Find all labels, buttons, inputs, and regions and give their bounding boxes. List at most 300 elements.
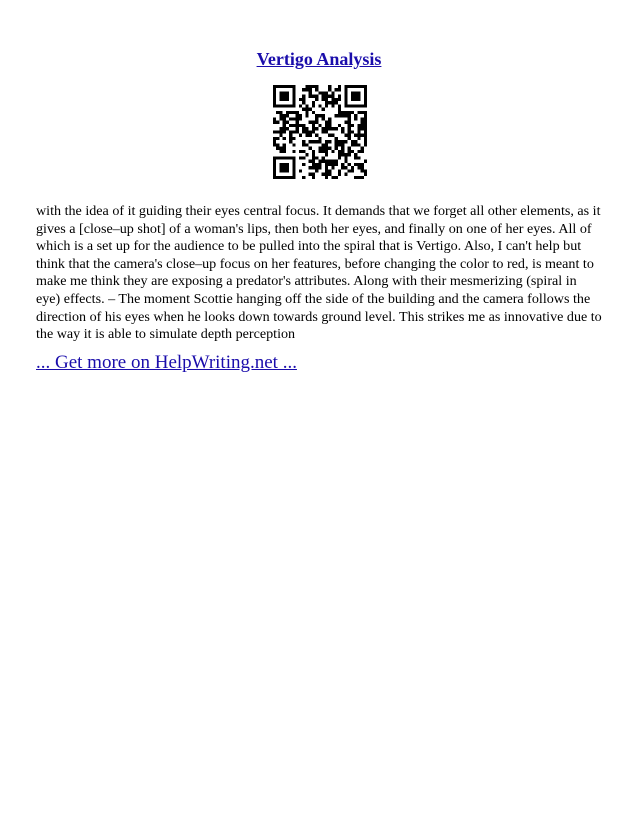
qr-module (328, 169, 331, 172)
qr-module (338, 150, 341, 153)
qr-module (357, 156, 360, 159)
qr-module (364, 98, 367, 101)
qr-module (325, 98, 328, 101)
qr-module (305, 88, 308, 91)
qr-module (305, 143, 308, 146)
qr-module (279, 169, 282, 172)
qr-module (299, 150, 302, 153)
qr-module (344, 173, 347, 176)
qr-module (273, 85, 276, 88)
qr-module (331, 95, 334, 98)
qr-module (312, 104, 315, 107)
qr-module (292, 130, 295, 133)
qr-module (338, 111, 341, 114)
qr-module (364, 117, 367, 120)
qr-module (286, 166, 289, 169)
qr-module (312, 163, 315, 166)
qr-module (296, 117, 299, 120)
qr-module (289, 130, 292, 133)
qr-module (312, 153, 315, 156)
qr-module (335, 163, 338, 166)
qr-module (286, 169, 289, 172)
qr-module (325, 173, 328, 176)
qr-module (325, 91, 328, 94)
qr-module (302, 150, 305, 153)
qr-module (283, 127, 286, 130)
qr-module (338, 140, 341, 143)
qr-module (279, 156, 282, 159)
qr-module (364, 88, 367, 91)
qr-module (283, 166, 286, 169)
qr-module (354, 95, 357, 98)
qr-module (279, 127, 282, 130)
qr-module (322, 91, 325, 94)
qr-module (354, 140, 357, 143)
qr-module (328, 140, 331, 143)
qr-module (344, 153, 347, 156)
qr-module (322, 98, 325, 101)
qr-module (279, 91, 282, 94)
qr-module (335, 137, 338, 140)
qr-module (325, 121, 328, 124)
qr-module (309, 173, 312, 176)
qr-module (354, 156, 357, 159)
qr-module (283, 98, 286, 101)
qr-module (364, 127, 367, 130)
qr-module (325, 166, 328, 169)
qr-module (344, 111, 347, 114)
qr-module (338, 124, 341, 127)
qr-module (312, 140, 315, 143)
qr-module (344, 88, 347, 91)
qr-module (344, 160, 347, 163)
qr-module (305, 130, 308, 133)
title-link[interactable]: Vertigo Analysis (256, 49, 382, 70)
qr-module (315, 114, 318, 117)
qr-module (361, 85, 364, 88)
qr-module (357, 104, 360, 107)
qr-module (315, 95, 318, 98)
qr-module (328, 101, 331, 104)
qr-module (354, 176, 357, 179)
qr-module (276, 85, 279, 88)
qr-module (357, 95, 360, 98)
qr-module (315, 134, 318, 137)
qr-module (315, 98, 318, 101)
qr-module (312, 85, 315, 88)
qr-module (289, 85, 292, 88)
qr-module (312, 124, 315, 127)
qr-module (312, 176, 315, 179)
qr-module (351, 85, 354, 88)
qr-module (286, 91, 289, 94)
qr-module (296, 114, 299, 117)
qr-module (292, 169, 295, 172)
qr-module (318, 104, 321, 107)
qr-module (305, 85, 308, 88)
qr-module (286, 121, 289, 124)
qr-module (335, 176, 338, 179)
qr-module (292, 124, 295, 127)
qr-module (338, 85, 341, 88)
qr-module (341, 127, 344, 130)
qr-module (361, 163, 364, 166)
qr-module (299, 169, 302, 172)
qr-module (286, 85, 289, 88)
qr-module (273, 117, 276, 120)
qr-module (341, 150, 344, 153)
qr-module (302, 176, 305, 179)
qr-module (273, 101, 276, 104)
qr-module (338, 95, 341, 98)
qr-module (318, 124, 321, 127)
qr-module (286, 163, 289, 166)
qr-module (344, 104, 347, 107)
qr-module (292, 101, 295, 104)
qr-module (344, 140, 347, 143)
qr-module (335, 127, 338, 130)
qr-module (315, 117, 318, 120)
qr-module (318, 140, 321, 143)
qr-module (309, 85, 312, 88)
qr-module (289, 140, 292, 143)
qr-module (335, 160, 338, 163)
qr-module (357, 85, 360, 88)
qr-module (292, 95, 295, 98)
qr-module (309, 88, 312, 91)
qr-module (289, 124, 292, 127)
qr-module (273, 88, 276, 91)
qr-module (351, 91, 354, 94)
qr-module (338, 104, 341, 107)
qr-module (292, 88, 295, 91)
qr-module (331, 163, 334, 166)
qr-module (292, 104, 295, 107)
qr-module (364, 124, 367, 127)
qr-module (361, 111, 364, 114)
qr-module (361, 176, 364, 179)
qr-module (354, 153, 357, 156)
qr-module (344, 134, 347, 137)
qr-module (302, 163, 305, 166)
qr-code-icon (273, 85, 367, 179)
qr-module (331, 176, 334, 179)
qr-module (289, 137, 292, 140)
qr-module (354, 85, 357, 88)
qr-module (302, 124, 305, 127)
qr-module (302, 140, 305, 143)
qr-module (322, 173, 325, 176)
qr-module (273, 137, 276, 140)
qr-module (289, 117, 292, 120)
qr-module (328, 173, 331, 176)
qr-module (328, 127, 331, 130)
qr-module (331, 127, 334, 130)
qr-module (283, 176, 286, 179)
qr-module (273, 169, 276, 172)
qr-module (338, 114, 341, 117)
qr-module (309, 121, 312, 124)
qr-module (305, 127, 308, 130)
qr-module (283, 91, 286, 94)
qr-module (292, 143, 295, 146)
qr-module (364, 111, 367, 114)
qr-module (292, 137, 295, 140)
qr-module (325, 160, 328, 163)
qr-module (357, 134, 360, 137)
qr-module (328, 85, 331, 88)
qr-module (299, 124, 302, 127)
qr-module (273, 98, 276, 101)
qr-module (351, 169, 354, 172)
qr-module (331, 150, 334, 153)
qr-module (341, 130, 344, 133)
qr-module (357, 137, 360, 140)
qr-module (276, 111, 279, 114)
qr-module (273, 130, 276, 133)
qr-module (354, 104, 357, 107)
qr-module (325, 101, 328, 104)
qr-module (276, 137, 279, 140)
qr-module (357, 150, 360, 153)
qr-module (315, 163, 318, 166)
qr-module (296, 121, 299, 124)
qr-module (318, 160, 321, 163)
qr-module (279, 130, 282, 133)
qr-module (315, 121, 318, 124)
qr-module (351, 143, 354, 146)
qr-module (276, 130, 279, 133)
qr-module (348, 114, 351, 117)
qr-module (331, 104, 334, 107)
qr-module (335, 147, 338, 150)
qr-module (273, 176, 276, 179)
qr-module (312, 166, 315, 169)
qr-module (318, 137, 321, 140)
qr-module (309, 166, 312, 169)
qr-module (276, 147, 279, 150)
qr-module (283, 163, 286, 166)
qr-module (351, 166, 354, 169)
qr-module (286, 111, 289, 114)
qr-module (279, 104, 282, 107)
qr-module (351, 150, 354, 153)
qr-module (322, 130, 325, 133)
qr-module (309, 134, 312, 137)
qr-module (351, 104, 354, 107)
qr-module (279, 147, 282, 150)
qr-module (283, 130, 286, 133)
qr-module (309, 91, 312, 94)
qr-module (331, 98, 334, 101)
qr-module (318, 150, 321, 153)
qr-module (331, 166, 334, 169)
qr-module (312, 101, 315, 104)
qr-module (279, 163, 282, 166)
qr-module (283, 137, 286, 140)
qr-module (299, 117, 302, 120)
qr-module (279, 114, 282, 117)
qr-module (292, 166, 295, 169)
qr-module (312, 156, 315, 159)
qr-module (315, 88, 318, 91)
qr-module (354, 143, 357, 146)
qr-module (289, 104, 292, 107)
qr-module (335, 143, 338, 146)
qr-module (305, 104, 308, 107)
qr-module (292, 91, 295, 94)
qr-module (361, 166, 364, 169)
qr-module (273, 163, 276, 166)
qr-module (348, 111, 351, 114)
qr-module (279, 117, 282, 120)
qr-module (364, 130, 367, 133)
qr-module (279, 98, 282, 101)
qr-module (357, 127, 360, 130)
qr-module (331, 101, 334, 104)
qr-module (322, 114, 325, 117)
qr-module (322, 117, 325, 120)
qr-module (283, 117, 286, 120)
qr-module (322, 156, 325, 159)
qr-module (361, 124, 364, 127)
qr-module (273, 95, 276, 98)
qr-module (302, 127, 305, 130)
qr-module (364, 95, 367, 98)
qr-module (331, 91, 334, 94)
qr-module (361, 147, 364, 150)
qr-module (335, 98, 338, 101)
qr-module (357, 130, 360, 133)
qr-module (273, 166, 276, 169)
qr-module (299, 98, 302, 101)
qr-module (338, 88, 341, 91)
qr-module (325, 176, 328, 179)
qr-module (292, 156, 295, 159)
qr-module (283, 150, 286, 153)
qr-module (348, 153, 351, 156)
qr-module (338, 173, 341, 176)
qr-module (357, 124, 360, 127)
qr-module (325, 147, 328, 150)
qr-module (312, 150, 315, 153)
qr-module (344, 166, 347, 169)
qr-module (338, 156, 341, 159)
qr-module (276, 121, 279, 124)
qr-module (312, 95, 315, 98)
qr-module (328, 88, 331, 91)
qr-module (309, 95, 312, 98)
qr-module (283, 104, 286, 107)
qr-module (348, 121, 351, 124)
qr-module (364, 140, 367, 143)
qr-module (348, 169, 351, 172)
qr-module (286, 156, 289, 159)
qr-module (322, 143, 325, 146)
qr-module (348, 85, 351, 88)
qr-module (325, 127, 328, 130)
qr-module (286, 98, 289, 101)
qr-module (354, 114, 357, 117)
qr-module (305, 108, 308, 111)
qr-module (364, 121, 367, 124)
qr-module (364, 85, 367, 88)
qr-module (302, 156, 305, 159)
qr-module (344, 101, 347, 104)
qr-module (338, 153, 341, 156)
qr-module (364, 114, 367, 117)
qr-module (299, 104, 302, 107)
qr-module (348, 127, 351, 130)
qr-module (348, 137, 351, 140)
qr-module (322, 147, 325, 150)
qr-module (292, 173, 295, 176)
qr-module (364, 143, 367, 146)
qr-module (364, 134, 367, 137)
qr-module (351, 111, 354, 114)
qr-module (302, 101, 305, 104)
qr-module (279, 134, 282, 137)
qr-module (273, 156, 276, 159)
qr-module (286, 104, 289, 107)
qr-module (357, 98, 360, 101)
qr-module (315, 85, 318, 88)
qr-module (302, 95, 305, 98)
qr-module (318, 163, 321, 166)
qr-module (312, 121, 315, 124)
qr-module (328, 121, 331, 124)
qr-module (283, 121, 286, 124)
qr-module (279, 85, 282, 88)
qr-module (348, 134, 351, 137)
qr-module (315, 127, 318, 130)
qr-module (273, 140, 276, 143)
qr-module (348, 147, 351, 150)
qr-module (354, 163, 357, 166)
qr-module (322, 108, 325, 111)
qr-module (325, 104, 328, 107)
qr-module (279, 166, 282, 169)
qr-module (273, 173, 276, 176)
qr-module (292, 98, 295, 101)
qr-module (364, 101, 367, 104)
qr-module (351, 98, 354, 101)
qr-module (344, 91, 347, 94)
qr-module (273, 121, 276, 124)
get-more-link[interactable]: ... Get more on HelpWriting.net ... (36, 352, 297, 373)
qr-module (302, 88, 305, 91)
qr-module (312, 111, 315, 114)
qr-module (296, 124, 299, 127)
qr-module (312, 173, 315, 176)
qr-module (286, 127, 289, 130)
qr-module (292, 163, 295, 166)
qr-module (296, 127, 299, 130)
qr-module (283, 156, 286, 159)
qr-module (318, 91, 321, 94)
qr-module (279, 150, 282, 153)
qr-module (328, 147, 331, 150)
qr-module (361, 117, 364, 120)
qr-module (325, 150, 328, 153)
qr-module (322, 127, 325, 130)
qr-module (335, 88, 338, 91)
qr-module (361, 169, 364, 172)
get-more-link-container (36, 352, 297, 374)
qr-module (354, 91, 357, 94)
qr-module (312, 160, 315, 163)
qr-module (344, 98, 347, 101)
